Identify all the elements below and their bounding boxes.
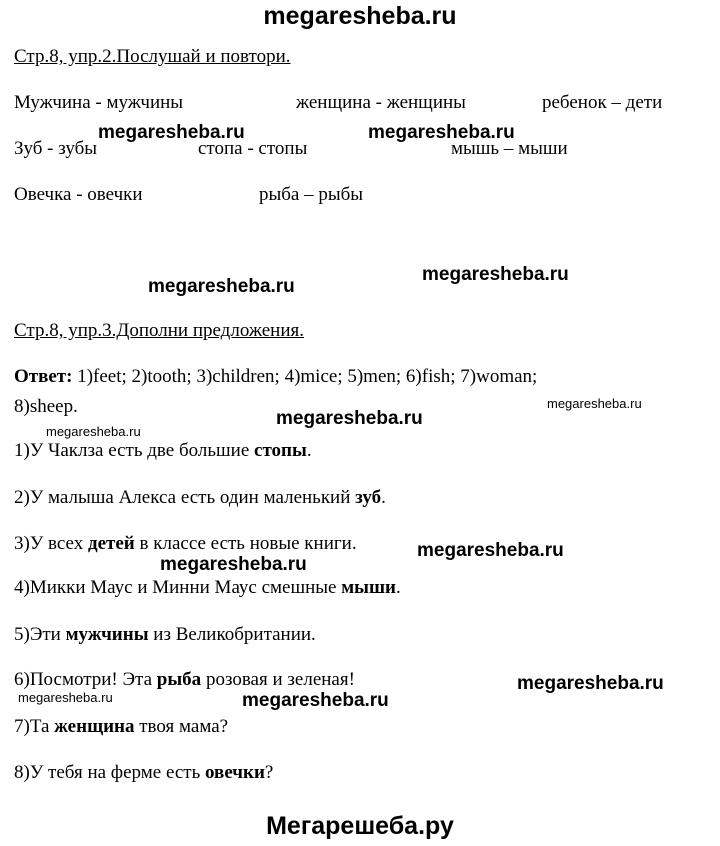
word-pair: мышь – мыши xyxy=(451,138,568,159)
sentence: 3)У всех детей в классе есть новые книги. xyxy=(14,533,357,554)
word-pair: Зуб - зубы xyxy=(14,138,98,159)
watermark: megaresheba.ru xyxy=(98,122,245,143)
sentence: 6)Посмотри! Эта рыба розовая и зеленая! xyxy=(14,669,355,690)
answer-line xyxy=(14,366,537,388)
sentence: 4)Микки Маус и Минни Маус смешные мыши. xyxy=(14,577,401,598)
footer-site-title: Мегарешеба.ру xyxy=(266,812,454,840)
word-pair: Мужчина - мужчины xyxy=(14,92,184,113)
sentence: 8)У тебя на ферме есть овечки? xyxy=(14,762,274,783)
answer-text: 1)feet; 2)tooth; 3)children; 4)mice; 5)men; 6)fish; 7)woman; xyxy=(72,366,538,387)
sentence: 1)У Чаклза есть две большие стопы. xyxy=(14,440,312,461)
exercise2-heading: Стр.8, упр.2.Послушай и повтори. xyxy=(14,46,291,67)
watermark: megaresheba.ru xyxy=(517,673,664,694)
watermark: megaresheba.ru xyxy=(242,690,389,711)
watermark: megaresheba.ru xyxy=(148,276,295,297)
word-pair: женщина - женщины xyxy=(296,92,466,113)
watermark: megaresheba.ru xyxy=(422,264,569,285)
watermark: megaresheba.ru xyxy=(368,122,515,143)
exercise3-heading: Стр.8, упр.3.Дополни предложения. xyxy=(14,320,304,341)
sentence: 5)Эти мужчины из Великобритании. xyxy=(14,624,316,645)
site-title: megaresheba.ru xyxy=(263,2,457,30)
answer-line: 8)sheep. xyxy=(14,396,78,417)
watermark: megaresheba.ru xyxy=(160,554,307,575)
answer-label: Ответ: xyxy=(14,366,73,387)
sentence: 2)У малыша Алекса есть один маленький зуб. xyxy=(14,487,386,508)
word-pair: Овечка - овечки xyxy=(14,184,143,205)
word-pair: ребенок – дети xyxy=(542,92,663,113)
watermark: megaresheba.ru xyxy=(18,690,113,705)
watermark: megaresheba.ru xyxy=(417,540,564,561)
watermark: megaresheba.ru xyxy=(547,396,642,411)
watermark: megaresheba.ru xyxy=(46,424,141,439)
word-pair: рыба – рыбы xyxy=(259,184,364,205)
watermark: megaresheba.ru xyxy=(276,408,423,429)
word-pair: стопа - стопы xyxy=(198,138,308,159)
sentence: 7)Та женщина твоя мама? xyxy=(14,716,229,737)
